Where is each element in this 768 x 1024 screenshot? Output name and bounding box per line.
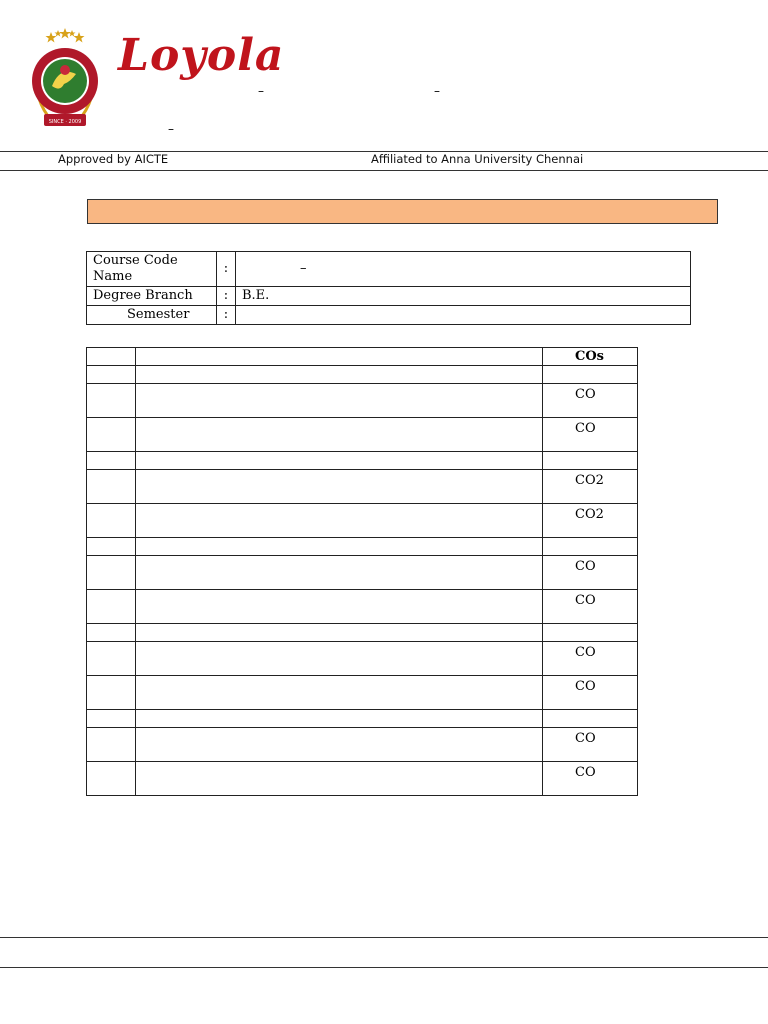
svg-text:SINCE · 2009: SINCE · 2009 bbox=[48, 119, 82, 125]
question-cell bbox=[136, 710, 543, 728]
header-dash-1: – bbox=[258, 84, 264, 98]
part-row bbox=[87, 624, 638, 642]
qno-cell bbox=[87, 452, 136, 470]
footer-rule-bottom bbox=[0, 967, 768, 968]
question-row bbox=[87, 762, 638, 796]
cos-header: COs bbox=[543, 348, 638, 366]
co-cell bbox=[543, 624, 638, 642]
degree-branch-row bbox=[87, 287, 691, 306]
title-banner bbox=[87, 199, 718, 224]
question-cell bbox=[136, 624, 543, 642]
co-cell: CO bbox=[543, 384, 638, 418]
co-cell: CO bbox=[543, 556, 638, 590]
part-row bbox=[87, 366, 638, 384]
co-cell bbox=[543, 366, 638, 384]
college-emblem-logo bbox=[30, 26, 100, 134]
question-cell bbox=[136, 590, 543, 624]
question-cell bbox=[136, 642, 543, 676]
header-dash-3: – bbox=[168, 122, 174, 136]
part-row bbox=[87, 710, 638, 728]
qno-cell bbox=[87, 538, 136, 556]
question-cell bbox=[136, 728, 543, 762]
question-cell bbox=[136, 366, 543, 384]
affiliation-text: Affiliated to Anna University Chennai bbox=[371, 152, 584, 166]
qno-cell bbox=[87, 676, 136, 710]
co-cell: CO bbox=[543, 728, 638, 762]
question-cell bbox=[136, 418, 543, 452]
question-row bbox=[87, 642, 638, 676]
co-cell bbox=[543, 710, 638, 728]
course-code-value: – bbox=[236, 252, 691, 287]
qno-cell bbox=[87, 710, 136, 728]
qno-cell bbox=[87, 556, 136, 590]
question-row bbox=[87, 556, 638, 590]
question-header-cell bbox=[136, 348, 543, 366]
question-row bbox=[87, 418, 638, 452]
question-cell bbox=[136, 384, 543, 418]
question-row bbox=[87, 470, 638, 504]
question-cell bbox=[136, 676, 543, 710]
qno-cell bbox=[87, 504, 136, 538]
qno-cell bbox=[87, 470, 136, 504]
course-code-row bbox=[87, 252, 691, 287]
co-cell: CO2 bbox=[543, 504, 638, 538]
questions-table bbox=[86, 347, 638, 796]
question-row bbox=[87, 590, 638, 624]
qno-cell bbox=[87, 366, 136, 384]
degree-branch-label: Degree Branch bbox=[87, 287, 217, 306]
part-row bbox=[87, 452, 638, 470]
questions-header-row bbox=[87, 348, 638, 366]
footer-rule-top bbox=[0, 937, 768, 938]
qno-cell bbox=[87, 418, 136, 452]
degree-branch-value: B.E. bbox=[236, 287, 691, 306]
qno-cell bbox=[87, 624, 136, 642]
header-dash-2: – bbox=[434, 84, 440, 98]
co-cell: CO bbox=[543, 418, 638, 452]
co-cell: CO bbox=[543, 642, 638, 676]
co-cell bbox=[543, 538, 638, 556]
course-code-label: Course Code Name bbox=[87, 252, 217, 287]
co-cell: CO bbox=[543, 590, 638, 624]
course-code-sep: : bbox=[217, 252, 236, 287]
question-cell bbox=[136, 452, 543, 470]
question-row bbox=[87, 504, 638, 538]
qno-cell bbox=[87, 762, 136, 796]
question-cell bbox=[136, 504, 543, 538]
semester-sep: : bbox=[217, 306, 236, 325]
approval-text: Approved by AICTE bbox=[58, 152, 169, 166]
course-info-table bbox=[86, 251, 691, 325]
qno-cell bbox=[87, 384, 136, 418]
college-name-wordmark: Loyola bbox=[118, 30, 285, 81]
question-cell bbox=[136, 556, 543, 590]
degree-branch-sep: : bbox=[217, 287, 236, 306]
co-cell: CO bbox=[543, 676, 638, 710]
question-cell bbox=[136, 538, 543, 556]
question-cell bbox=[136, 470, 543, 504]
co-cell bbox=[543, 452, 638, 470]
question-row bbox=[87, 676, 638, 710]
qno-cell bbox=[87, 728, 136, 762]
header-rule-bottom bbox=[0, 170, 768, 171]
qno-header-cell bbox=[87, 348, 136, 366]
semester-value bbox=[236, 306, 691, 325]
question-row bbox=[87, 384, 638, 418]
co-cell: CO2 bbox=[543, 470, 638, 504]
question-cell bbox=[136, 762, 543, 796]
qno-cell bbox=[87, 642, 136, 676]
qno-cell bbox=[87, 590, 136, 624]
question-row bbox=[87, 728, 638, 762]
part-row bbox=[87, 538, 638, 556]
semester-row bbox=[87, 306, 691, 325]
semester-label: Semester bbox=[87, 306, 217, 325]
co-cell: CO bbox=[543, 762, 638, 796]
